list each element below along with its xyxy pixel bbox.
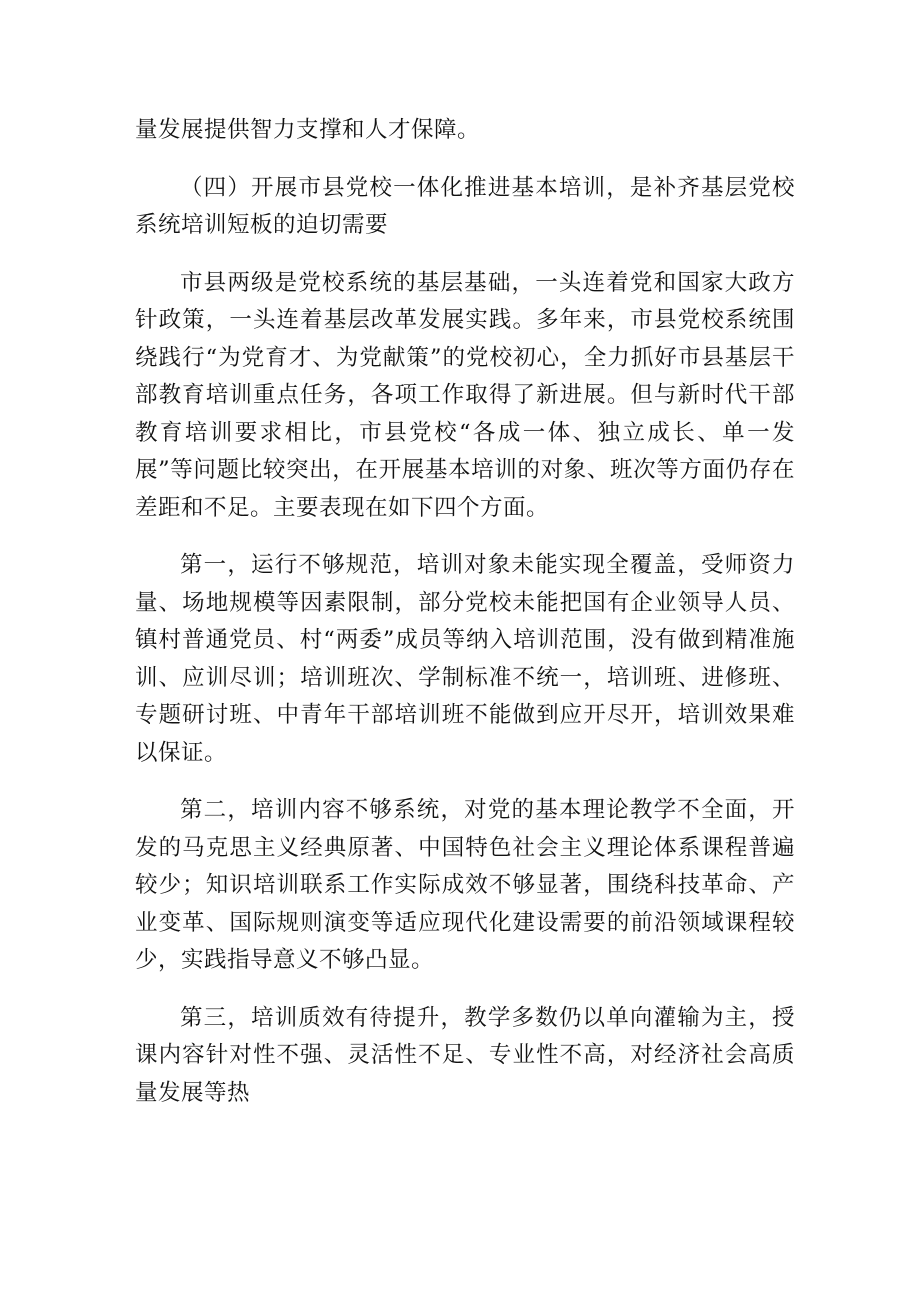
document-body [135, 112, 795, 1132]
body-paragraph-intro: 市县两级是党校系统的基层基础，一头连着党和国家大政方针政策，一头连着基层改革发展实践。多年来，市县党校系统围绕践行“为党育才、为党献策”的党校初心，全力抓好市县基层干部教育培训重点任务，各项工作取得了新进展。但与新时代干部教育培训要求相比，市县党校“各成一体、独立成长、单一发展”等问题比较突出，在开展基本培训的对象、班次等方面仍存在差距和不足。主要表现在如下四个方面。 [135, 269, 795, 521]
section-heading: （四）开展市县党校一体化推进基本培训，是补齐基层党校系统培训短板的迫切需要 [135, 174, 795, 238]
body-paragraph-first: 第一，运行不够规范，培训对象未能实现全覆盖，受师资力量、场地规模等因素限制，部分党校未能把国有企业领导人员、镇村普通党员、村“两委”成员等纳入培训范围，没有做到精准施训、应训尽训；培训班次、学制标准不统一，培训班、进修班、专题研讨班、中青年干部培训班不能做到应开尽开，培训效果难以保证。 [135, 552, 795, 766]
body-paragraph-second: 第二，培训内容不够系统，对党的基本理论教学不全面，开发的马克思主义经典原著、中国特色社会主义理论体系课程普遍较少；知识培训联系工作实际成效不够显著，围绕科技革命、产业变革、国际规则演变等适应现代化建设需要的前沿领域课程较少，实践指导意义不够凸显。 [135, 797, 795, 973]
paragraph-continuation: 量发展提供智力支撑和人才保障。 [135, 117, 481, 143]
body-paragraph-third: 第三，培训质效有待提升，教学多数仍以单向灌输为主，授课内容针对性不强、灵活性不足、专业性不高，对经济社会高质量发展等热 [135, 1004, 795, 1106]
